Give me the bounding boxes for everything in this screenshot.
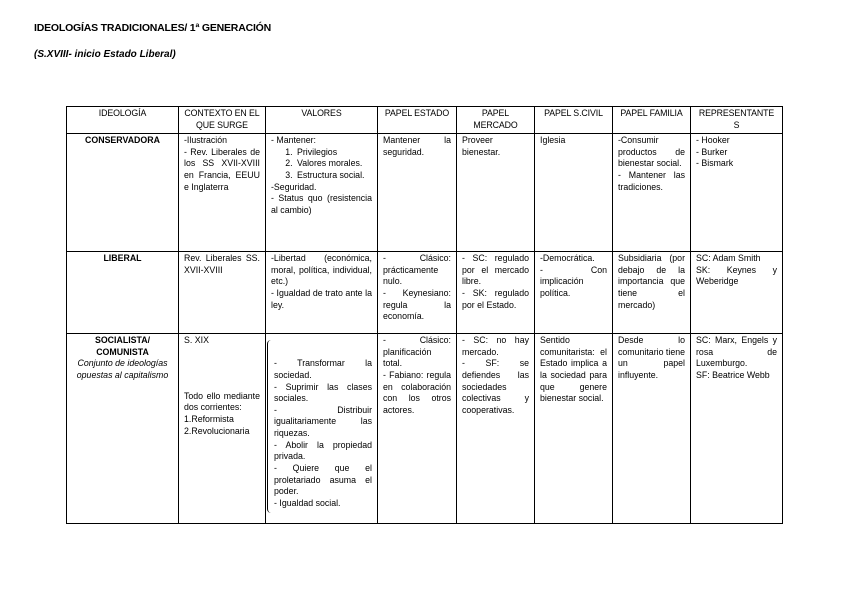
document-subtitle: (S.XVIII- inicio Estado Liberal) [34, 49, 176, 60]
ideologia-socialista-name: SOCIALISTA/ COMUNISTA [94, 335, 151, 357]
header-contexto: CONTEXTO EN EL QUE SURGE [179, 107, 266, 134]
ideologia-socialista-note: Conjunto de ideologías opuestas al capitalismo [76, 358, 169, 381]
table-row-conservadora [67, 134, 783, 252]
valores-conservadora [266, 134, 378, 252]
list-item: 1. Privilegios [295, 147, 372, 159]
valores-socialista [266, 334, 378, 524]
document-title: IDEOLOGÍAS TRADICIONALES/ 1ª GENERACIÓN [34, 22, 272, 34]
contexto-conservadora: -Ilustración - Rev. Liberales de los SS XVII-XVIII en Francia, EEUU e Inglaterra [179, 134, 266, 252]
valores-extra: -Seguridad. [271, 181, 317, 192]
header-civil: PAPEL S.CIVIL [535, 107, 613, 134]
list-item: 3. Estructura social. [295, 170, 372, 182]
estado-liberal: - Clásico: prácticamente nulo. - Keynesiano: regula la economía. [378, 252, 457, 334]
header-ideologia: IDEOLOGÍA [67, 107, 179, 134]
representantes-socialista: SC: Marx, Engels y rosa de Luxemburgo. SF: Beatrice Webb [691, 334, 783, 524]
mercado-socialista: - SC: no hay mercado. - SF: se defiendes las sociedades colectivas y cooperativas. [457, 334, 535, 524]
civil-liberal: -Democrática. - Con implicación política. [535, 252, 613, 334]
contexto-socialista-top: S. XIX [184, 335, 209, 346]
ideologia-liberal: LIBERAL [67, 252, 179, 334]
contexto-liberal: Rev. Liberales SS. XVII-XVIII [179, 252, 266, 334]
valores-extra: - Status quo (resistencia al cambio) [271, 193, 372, 215]
table-header-row [67, 107, 783, 134]
contexto-socialista-bottom: Todo ello mediante dos corrientes: 1.Reformista 2.Revolucionaria [184, 390, 260, 436]
contexto-socialista [179, 334, 266, 524]
header-familia: PAPEL FAMILIA [613, 107, 691, 134]
estado-conservadora: Mantener la seguridad. [378, 134, 457, 252]
familia-conservadora: -Consumir productos de bienestar social. - Mantener las tradiciones. [613, 134, 691, 252]
list-item: 2. Valores morales. [295, 158, 372, 170]
header-mercado: PAPEL MERCADO [457, 107, 535, 134]
curly-brace [267, 340, 273, 513]
header-valores: VALORES [266, 107, 378, 134]
table-row-socialista [67, 334, 783, 524]
valores-intro: - Mantener: [271, 135, 316, 146]
familia-liberal: Subsidiaria (por debajo de la importancia que tiene el mercado) [613, 252, 691, 334]
valores-liberal: -Libertad (económica, moral, política, individual, etc.) - Igualdad de trato ante la ley. [266, 252, 378, 334]
estado-socialista: - Clásico: planificación total. - Fabiano: regula en colaboración con los otros actores. [378, 334, 457, 524]
representantes-conservadora: - Hooker - Burker - Bismark [691, 134, 783, 252]
mercado-liberal: - SC: regulado por el mercado libre. - SK: regulado por el Estado. [457, 252, 535, 334]
civil-conservadora: Iglesia [535, 134, 613, 252]
ideologia-socialista [67, 334, 179, 524]
valores-socialista-text: - Transformar la sociedad. - Suprimir las clases sociales. - Distribuir igualitariamente las riquezas. - Abolir la propiedad privada. - Quiere que el proletariado asuma el poder. - Igualdad social. [274, 358, 372, 508]
representantes-liberal: SC: Adam Smith SK: Keynes y Weberidge [691, 252, 783, 334]
mercado-conservadora: Proveer bienestar. [457, 134, 535, 252]
header-estado: PAPEL ESTADO [378, 107, 457, 134]
valores-list [271, 147, 372, 182]
familia-socialista: Desde lo comunitario tiene un papel influyente. [613, 334, 691, 524]
ideologia-conservadora: CONSERVADORA [67, 134, 179, 252]
civil-socialista: Sentido comunitarista: el Estado implica a la sociedad para que genere bienestar social. [535, 334, 613, 524]
table-row-liberal [67, 252, 783, 334]
ideologies-table [66, 106, 783, 524]
header-representantes: REPRESENTANTES [691, 107, 783, 134]
